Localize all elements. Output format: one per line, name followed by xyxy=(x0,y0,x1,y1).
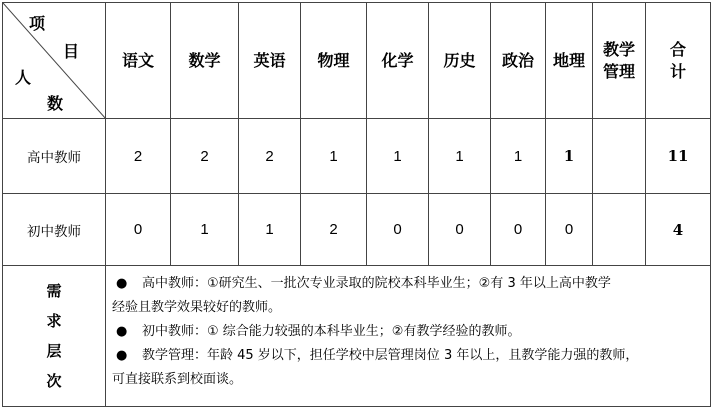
corner-shu: 数 xyxy=(47,94,64,113)
bullet-icon: ● xyxy=(116,324,128,339)
row-label-senior-high: 高中教师 xyxy=(3,119,106,194)
corner-mu: 目 xyxy=(63,42,80,61)
requirements-label-char: 需 xyxy=(46,282,62,300)
header-total-line2: 计 xyxy=(669,61,686,81)
table-cell: 0 xyxy=(491,194,546,266)
table-cell: 1 xyxy=(301,119,367,194)
header-politics: 政治 xyxy=(491,3,546,119)
table-cell-management xyxy=(593,194,646,266)
requirement-item-senior xyxy=(112,272,704,296)
table-cell: 0 xyxy=(367,194,429,266)
recruitment-table xyxy=(2,2,711,407)
header-total xyxy=(646,3,711,119)
table-cell: 2 xyxy=(239,119,301,194)
requirement-management-line2: 可直接联系到校面谈。 xyxy=(112,372,243,387)
table-cell: 0 xyxy=(429,194,491,266)
table-cell: 0 xyxy=(546,194,593,266)
header-management-line1: 教学 xyxy=(602,39,635,59)
table-row xyxy=(3,119,711,194)
corner-ren: 人 xyxy=(15,68,32,87)
header-chemistry: 化学 xyxy=(367,3,429,119)
table-cell: 1 xyxy=(367,119,429,194)
table-cell: 1 xyxy=(491,119,546,194)
table-cell: 1 xyxy=(171,194,239,266)
corner-xiang: 项 xyxy=(29,14,46,33)
bullet-icon: ● xyxy=(116,348,128,363)
table-cell: 1 xyxy=(429,119,491,194)
table-cell: 1 xyxy=(546,119,593,194)
header-math: 数学 xyxy=(171,3,239,119)
requirement-junior-line1: 初中教师：① 综合能力较强的本科毕业生；②有教学经验的教师。 xyxy=(142,324,521,339)
requirements-label xyxy=(3,266,106,407)
requirement-management-line1: 教学管理：年龄 45 岁以下，担任学校中层管理岗位 3 年以上，且教学能力强的教师， xyxy=(142,348,639,363)
table-cell: 1 xyxy=(239,194,301,266)
header-physics: 物理 xyxy=(301,3,367,119)
table-cell-total: 4 xyxy=(646,194,711,266)
table-cell-management xyxy=(593,119,646,194)
requirement-item-junior xyxy=(112,320,704,344)
corner-cell xyxy=(3,3,106,119)
row-label-junior-high: 初中教师 xyxy=(3,194,106,266)
table-cell: 0 xyxy=(106,194,171,266)
requirement-item-management xyxy=(112,344,704,368)
header-geography: 地理 xyxy=(546,3,593,119)
header-total-line1: 合 xyxy=(669,39,686,59)
requirements-row xyxy=(3,266,711,407)
requirements-label-char: 次 xyxy=(46,372,62,390)
header-chinese: 语文 xyxy=(106,3,171,119)
requirements-text xyxy=(106,266,711,407)
requirements-label-char: 求 xyxy=(46,312,62,330)
table-cell: 2 xyxy=(171,119,239,194)
table-cell: 2 xyxy=(301,194,367,266)
bullet-icon: ● xyxy=(116,276,128,291)
table-row xyxy=(3,194,711,266)
table-cell: 2 xyxy=(106,119,171,194)
requirement-senior-line1: 高中教师：①研究生、一批次专业录取的院校本科毕业生；②有 3 年以上高中教学 xyxy=(142,276,611,291)
header-row xyxy=(3,3,711,119)
header-management-line2: 管理 xyxy=(602,61,635,81)
requirements-label-char: 层 xyxy=(46,342,62,360)
header-history: 历史 xyxy=(429,3,491,119)
header-management xyxy=(593,3,646,119)
requirement-senior-line2: 经验且教学效果较好的教师。 xyxy=(112,300,282,315)
header-english: 英语 xyxy=(239,3,301,119)
table-cell-total: 11 xyxy=(646,119,711,194)
